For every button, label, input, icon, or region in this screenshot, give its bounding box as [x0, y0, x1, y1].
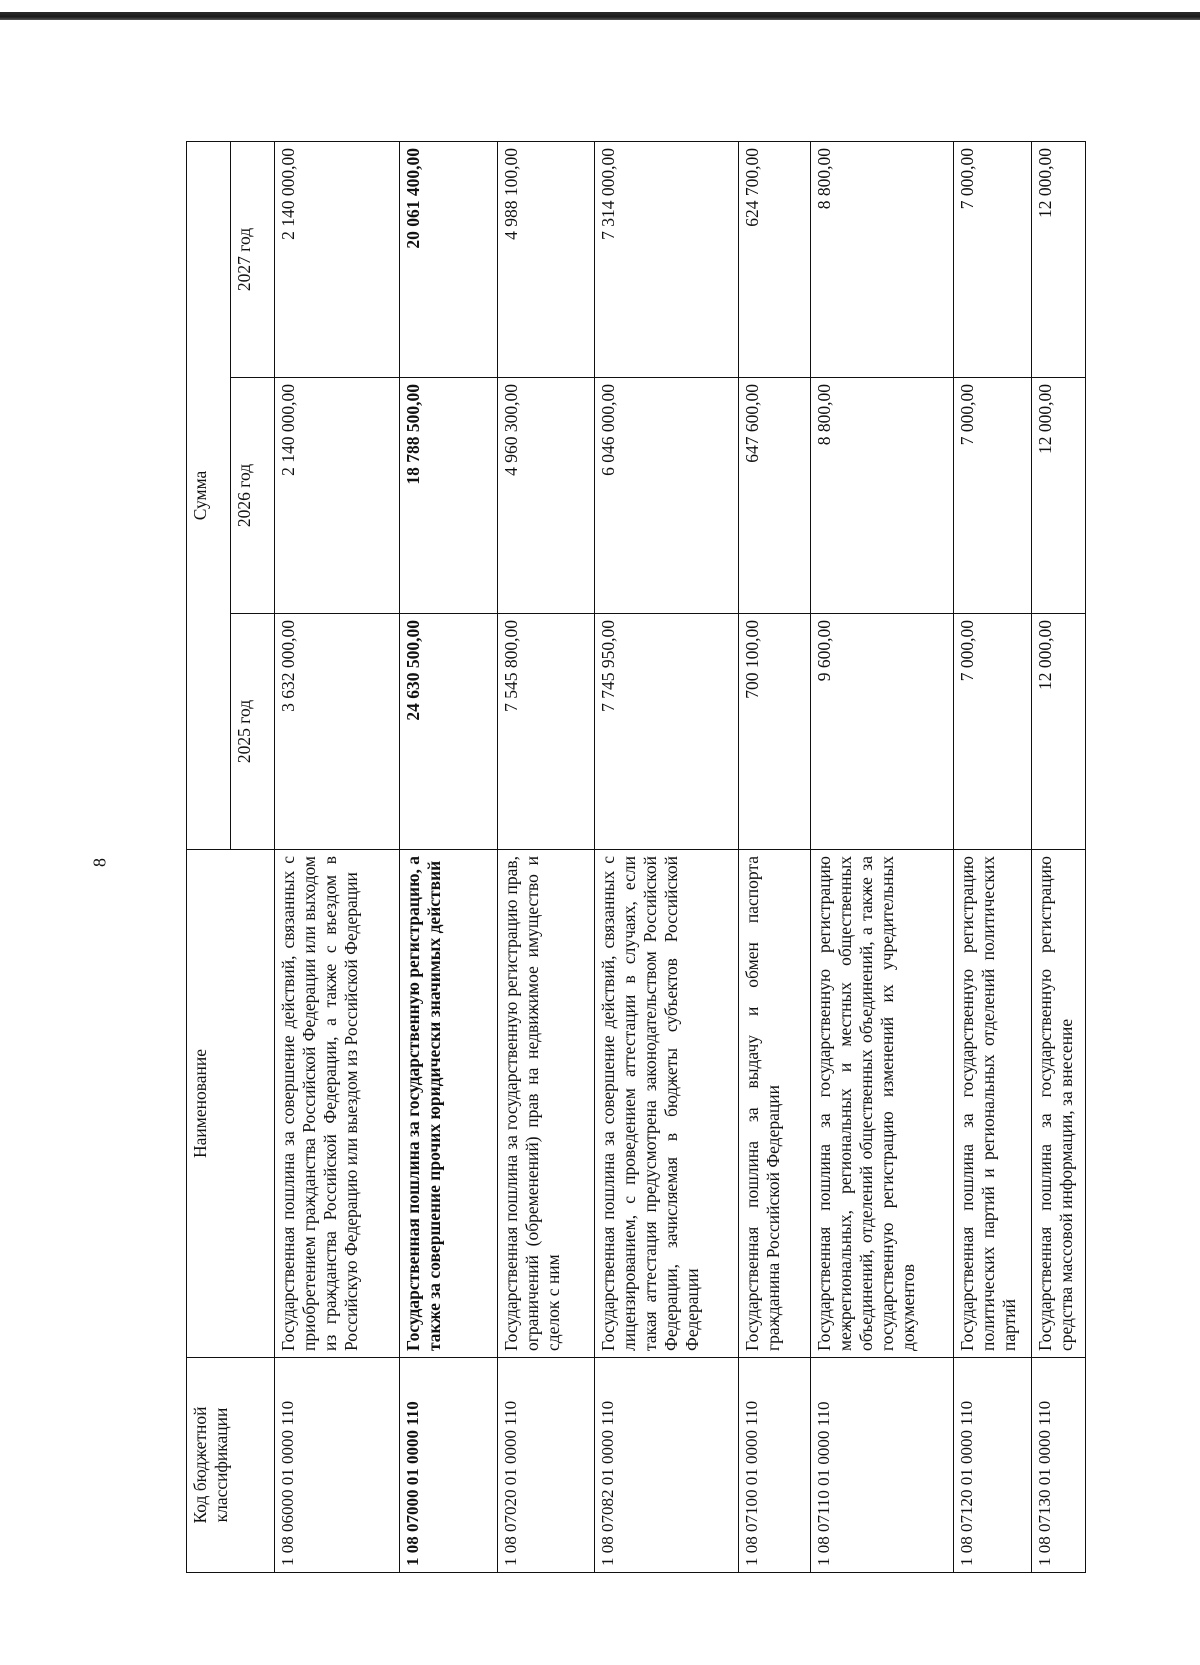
header-row-top	[187, 141, 231, 1572]
row-code: 1 08 07100 01 0000 110	[739, 1358, 811, 1573]
header-sum: Сумма	[187, 141, 231, 849]
table-row	[497, 141, 594, 1572]
row-sum-2026: 6 046 000,00	[595, 378, 739, 614]
row-sum-2027: 7 314 000,00	[595, 141, 739, 377]
scan-top-edge	[0, 12, 1200, 20]
table-row	[595, 141, 739, 1572]
table-row	[954, 141, 1032, 1572]
row-sum-2026: 647 600,00	[739, 378, 811, 614]
row-sum-2026: 18 788 500,00	[400, 378, 497, 614]
row-sum-2027: 4 988 100,00	[497, 141, 594, 377]
header-year-2027: 2027 год	[231, 141, 275, 377]
row-sum-2027: 20 061 400,00	[400, 141, 497, 377]
row-sum-2025: 700 100,00	[739, 614, 811, 850]
table-body	[275, 141, 1086, 1572]
header-name: Наименование	[187, 850, 275, 1358]
row-name: Государственная пошлина за государственную регистрацию межрегиональных, региональных и местных общественных объединений, отделений общественных объединений, а также за государственную регистрацию изменений их учредительных документов	[811, 850, 954, 1358]
header-year-2025: 2025 год	[231, 614, 275, 850]
row-sum-2026: 4 960 300,00	[497, 378, 594, 614]
row-name: Государственная пошлина за государственную регистрацию, а также за совершение прочих юридически значимых действий	[400, 850, 497, 1358]
row-code: 1 08 07020 01 0000 110	[497, 1358, 594, 1573]
row-sum-2025: 9 600,00	[811, 614, 954, 850]
page-number: 8	[89, 858, 110, 867]
table-row	[400, 141, 497, 1572]
row-name: Государственная пошлина за совершение действий, связанных с лицензированием, с проведением аттестации в случаях, если такая аттестация предусмотрена законодательством Российской Федерации, зачисляемая в бюджеты субъектов Российской Федерации	[595, 850, 739, 1358]
row-name: Государственная пошлина за государственную регистрацию средства массовой информации, за внесение	[1031, 850, 1085, 1358]
row-sum-2026: 2 140 000,00	[275, 378, 400, 614]
row-name: Государственная пошлина за выдачу и обмен паспорта гражданина Российской Федерации	[739, 850, 811, 1358]
row-code: 1 08 07082 01 0000 110	[595, 1358, 739, 1573]
table-row	[739, 141, 811, 1572]
row-code: 1 08 06000 01 0000 110	[275, 1358, 400, 1573]
row-sum-2027: 7 000,00	[954, 141, 1032, 377]
row-code: 1 08 07130 01 0000 110	[1031, 1358, 1085, 1573]
row-name: Государственная пошлина за государственную регистрацию прав, ограничений (обременений) прав на недвижимое имущество и сделок с ним	[497, 850, 594, 1358]
row-sum-2026: 7 000,00	[954, 378, 1032, 614]
header-year-2026: 2026 год	[231, 378, 275, 614]
row-code: 1 08 07120 01 0000 110	[954, 1358, 1032, 1573]
row-sum-2026: 12 000,00	[1031, 378, 1085, 614]
row-sum-2026: 8 800,00	[811, 378, 954, 614]
row-sum-2025: 24 630 500,00	[400, 614, 497, 850]
row-sum-2027: 2 140 000,00	[275, 141, 400, 377]
budget-table	[186, 141, 1086, 1573]
row-sum-2027: 12 000,00	[1031, 141, 1085, 377]
rotated-sheet	[186, 142, 1086, 1573]
row-code: 1 08 07000 01 0000 110	[400, 1358, 497, 1573]
row-name: Государственная пошлина за государственную регистрацию политических партий и региональных отделений политических партий	[954, 850, 1032, 1358]
table-row	[811, 141, 954, 1572]
table-row	[1031, 141, 1085, 1572]
row-sum-2025: 7 545 800,00	[497, 614, 594, 850]
row-sum-2025: 7 000,00	[954, 614, 1032, 850]
row-sum-2025: 7 745 950,00	[595, 614, 739, 850]
row-sum-2025: 12 000,00	[1031, 614, 1085, 850]
table-row	[275, 141, 400, 1572]
row-name: Государственная пошлина за совершение действий, связанных с приобретением гражданства Российской Федерации или выходом из гражданства Российской Федерации, а также с въездом в Российскую Федерацию или выездом из Российской Федерации	[275, 850, 400, 1358]
header-code: Код бюджетной классификации	[187, 1358, 275, 1573]
row-sum-2027: 8 800,00	[811, 141, 954, 377]
row-code: 1 08 07110 01 0000 110	[811, 1358, 954, 1573]
row-sum-2027: 624 700,00	[739, 141, 811, 377]
row-sum-2025: 3 632 000,00	[275, 614, 400, 850]
